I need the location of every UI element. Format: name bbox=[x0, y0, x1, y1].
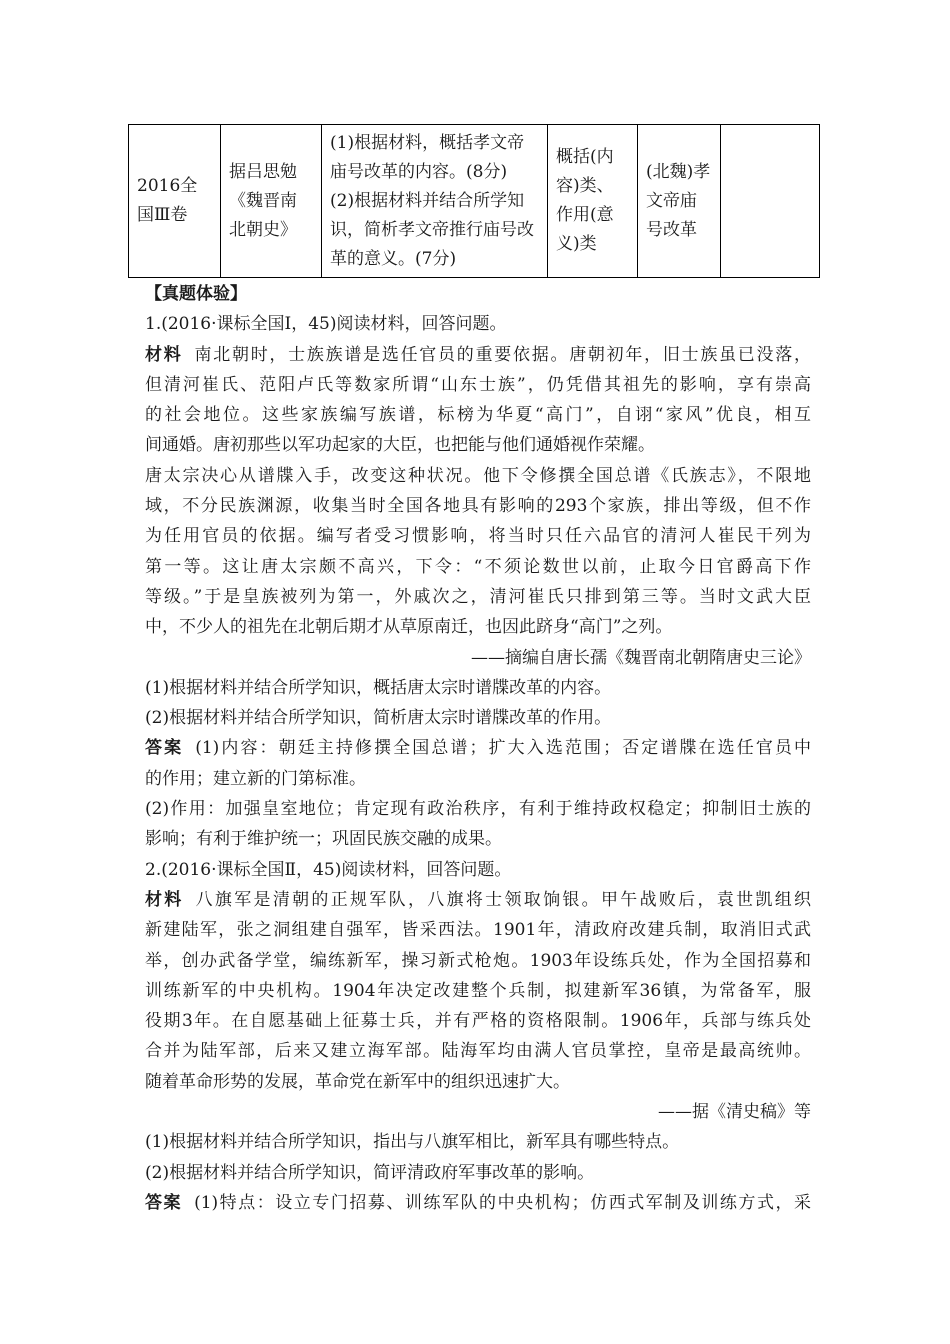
table-row bbox=[129, 125, 820, 278]
q2-material-line: 举，创办武备学堂，编练新军，操习新式枪炮。1903年设练兵处，作为全国招募和 bbox=[145, 950, 811, 971]
table-cell-question-type: 概括(内容)类、作用(意义)类 bbox=[548, 125, 638, 278]
q1-material-line: 材料 南北朝时，士族族谱是选任官员的重要依据。唐朝初年，旧士族虽已没落， bbox=[145, 344, 811, 365]
q1-header: 1.(2016·课标全国Ⅰ，45)阅读材料，回答问题。 bbox=[145, 314, 507, 335]
material-label: 材料 bbox=[145, 889, 184, 910]
q2-source: ——据《清史稿》等 bbox=[658, 1102, 811, 1123]
document-body bbox=[145, 279, 811, 1218]
q1-material-line: 中，不少人的祖先在北朝后期才从草原南迁，也因此跻身“高门”之列。 bbox=[145, 617, 673, 638]
q1-answer-line: 答案 (1)内容：朝廷主持修撰全国总谱；扩大入选范围；否定谱牒在选任官员中 bbox=[145, 738, 811, 759]
answer-label: 答案 bbox=[145, 1192, 183, 1213]
table-cell-material: 据吕思勉《魏晋南北朝史》 bbox=[221, 125, 322, 278]
q1-material-line: 唐太宗决心从谱牒入手，改变这种状况。他下令修撰全国总谱《氏族志》，不限地 bbox=[145, 465, 811, 486]
exam-table bbox=[128, 124, 820, 278]
q1-answer-line: 影响；有利于维护统一；巩固民族交融的成果。 bbox=[145, 829, 502, 850]
q1-material-line: 等级。”于是皇族被列为第一，外戚次之，清河崔氏只排到第三等。当时文武大臣 bbox=[145, 586, 811, 607]
q2-question: (1)根据材料并结合所学知识，指出与八旗军相比，新军具有哪些特点。 bbox=[145, 1132, 680, 1153]
q1-material-line: 第一等。这让唐太宗颇不高兴，下令：“不须论数世以前，止取今日官爵高下作 bbox=[145, 556, 811, 577]
q1-material-line: 为任用官员的依据。编写者受习惯影响，将当时只任六品官的清河人崔民干列为 bbox=[145, 526, 811, 547]
answer-label: 答案 bbox=[145, 738, 184, 759]
q2-material-line: 训练新军的中央机构。1904年决定改建整个兵制，拟建新军36镇，为常备军，服 bbox=[145, 980, 811, 1001]
q2-header: 2.(2016·课标全国Ⅱ，45)阅读材料，回答问题。 bbox=[145, 859, 512, 880]
q1-question: (2)根据材料并结合所学知识，简析唐太宗时谱牒改革的作用。 bbox=[145, 708, 612, 729]
q1-question: (1)根据材料并结合所学知识，概括唐太宗时谱牒改革的内容。 bbox=[145, 677, 612, 698]
q2-material-line: 役期3年。在自愿基础上征募士兵，并有严格的资格限制。1906年，兵部与练兵处 bbox=[145, 1011, 811, 1032]
table-cell-empty bbox=[721, 125, 820, 278]
q1-material-line: 间通婚。唐初那些以军功起家的大臣，也把能与他们通婚视作荣耀。 bbox=[145, 435, 655, 456]
table-cell-questions: (1)根据材料，概括孝文帝庙号改革的内容。(8分) (2)根据材料并结合所学知识，简析孝文帝推行庙号改革的意义。(7分) bbox=[322, 125, 548, 278]
q2-answer-line: 答案 (1)特点：设立专门招募、训练军队的中央机构；仿西式军制及训练方式，采 bbox=[145, 1192, 811, 1213]
table-cell-topic: (北魏)孝文帝庙号改革 bbox=[638, 125, 721, 278]
q1-answer-line: (2)作用：加强皇室地位；肯定现有政治秩序，有利于维持政权稳定；抑制旧士族的 bbox=[145, 799, 811, 820]
q2-material-line: 材料 八旗军是清朝的正规军队，八旗将士领取饷银。甲午战败后，袁世凯组织 bbox=[145, 889, 811, 910]
q1-source: ——摘编自唐长孺《魏晋南北朝隋唐史三论》 bbox=[471, 647, 811, 668]
q2-material-line: 新建陆军，张之洞组建自强军，皆采西法。1901年，清政府改建兵制，取消旧式武 bbox=[145, 920, 811, 941]
q1-answer-line: 的作用；建立新的门第标准。 bbox=[145, 768, 366, 789]
q2-material-line: 合并为陆军部，后来又建立海军部。陆海军均由满人官员掌控，皇帝是最高统帅。 bbox=[145, 1041, 811, 1062]
q1-material-line: 的社会地位。这些家族编写族谱，标榜为华夏“高门”，自诩“家风”优良，相互 bbox=[145, 405, 811, 426]
table-cell-source-exam: 2016全国Ⅲ卷 bbox=[129, 125, 221, 278]
q2-question: (2)根据材料并结合所学知识，简评清政府军事改革的影响。 bbox=[145, 1162, 595, 1183]
q1-material-line: 但清河崔氏、范阳卢氏等数家所谓“山东士族”，仍凭借其祖先的影响，享有崇高 bbox=[145, 374, 811, 395]
q2-material-line: 随着革命形势的发展，革命党在新军中的组织迅速扩大。 bbox=[145, 1071, 570, 1092]
q1-material-line: 域，不分民族渊源，收集当时全国各地具有影响的293个家族，排出等级，但不作 bbox=[145, 496, 811, 517]
material-label: 材料 bbox=[145, 344, 183, 365]
section-title: 【真题体验】 bbox=[145, 284, 247, 304]
